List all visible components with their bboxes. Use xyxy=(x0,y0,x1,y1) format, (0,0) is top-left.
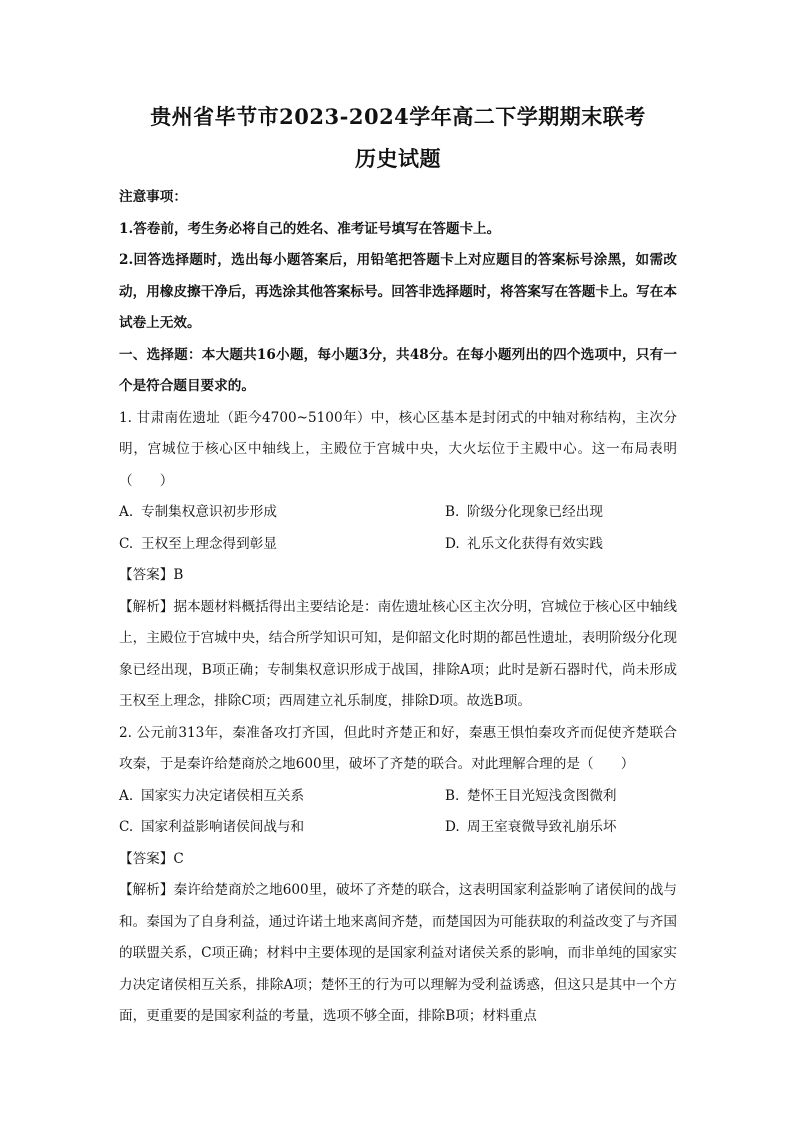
question-stem: 2. 公元前313年，秦准备攻打齐国，但此时齐楚正和好，秦惠王惧怕秦攻齐而促使齐楚联合攻秦，于是秦许给楚商於之地600里，破坏了齐楚的联合。对此理解合理的是（ ） xyxy=(119,724,677,772)
page-content xyxy=(119,100,677,1033)
analysis-text: 秦许给楚商於之地600里，破坏了齐楚的联合，这表明国家利益影响了诸侯间的战与和。秦国为了自身利益，通过许诺土地来离间齐楚，而楚国因为可能获取的利益改变了与齐国的联盟关系，C项正确；材料中主要体现的是国家利益对诸侯关系的影响，而非单纯的国家实力决定诸侯相互关系，排除A项；楚怀王的行为可以理解为受利益诱惑，但这只是其中一个方面，更重要的是国家利益的考量，选项不够全面，排除B项；材料重点 xyxy=(119,882,677,1024)
analysis-label: 【解析】 xyxy=(119,598,174,615)
analysis-label: 【解析】 xyxy=(119,882,174,898)
answer-line: 【答案】C xyxy=(119,850,184,867)
analysis-text: 据本题材料概括得出主要结论是：南佐遗址核心区主次分明，宫城位于核心区中轴线上，主殿位于宫城中央，结合所学知识可知，是仰韶文化时期的都邑性遗址，表明阶级分化现象已经出现，B项正确；专制集权意识形成于战国，排除A项；此时是新石器时代，尚未形成王权至上理念，排除C项；西周建立礼乐制度，排除D项。故选B项。 xyxy=(119,598,678,709)
option-text: 阶级分化现象已经出现 xyxy=(467,504,603,520)
option-c xyxy=(119,812,445,844)
answer-line: 【答案】B xyxy=(119,567,184,583)
question-stem: 1. 甘肃南佐遗址（距今4700~5100年）中，核心区基本是封闭式的中轴对称结构，主次分明，宫城位于核心区中轴线上，主殿位于宫城中央，大火坛位于主殿中心。这一布局表明（ ） xyxy=(119,409,677,489)
option-letter: D. xyxy=(445,819,460,835)
options-row xyxy=(119,781,677,813)
analysis-paragraph xyxy=(119,875,677,1033)
question-1 xyxy=(119,403,677,718)
option-letter: A. xyxy=(119,787,134,804)
option-b xyxy=(445,781,677,813)
option-d xyxy=(445,812,677,844)
option-text: 国家利益影响诸侯间战与和 xyxy=(141,819,305,835)
option-letter: B. xyxy=(445,504,460,520)
notice-item-2: 2.回答选择题时，选出每小题答案后，用铅笔把答题卡上对应题目的答案标号涂黑，如需改动，用橡皮擦干净后，再选涂其他答案标号。回答非选择题时，将答案写在答题卡上。写在本试卷上无效。 xyxy=(119,252,677,331)
option-letter: A. xyxy=(119,504,134,520)
exam-subtitle: 历史试题 xyxy=(355,146,441,171)
option-c xyxy=(119,529,445,561)
option-text: 楚怀王目光短浅贪图微利 xyxy=(467,787,617,804)
option-letter: C. xyxy=(119,535,134,552)
notice-heading: 注意事项： xyxy=(119,189,187,205)
option-b xyxy=(445,497,677,529)
option-letter: C. xyxy=(119,819,134,835)
option-d xyxy=(445,529,677,561)
option-text: 专制集权意识初步形成 xyxy=(141,504,277,520)
notice-item-1: 1.答卷前，考生务必将自己的姓名、准考证号填写在答题卡上。 xyxy=(119,220,501,237)
options-row xyxy=(119,529,677,561)
question-2 xyxy=(119,718,677,1033)
option-text: 礼乐文化获得有效实践 xyxy=(467,535,603,552)
option-a xyxy=(119,497,445,529)
option-text: 周王室衰微导致礼崩乐坏 xyxy=(467,819,617,835)
options-row xyxy=(119,812,677,844)
options-row xyxy=(119,497,677,529)
option-a xyxy=(119,781,445,813)
option-text: 王权至上理念得到彰显 xyxy=(141,535,277,552)
option-letter: D. xyxy=(445,535,460,552)
option-text: 国家实力决定诸侯相互关系 xyxy=(141,787,305,804)
option-letter: B. xyxy=(445,787,460,804)
section-heading: 一、选择题：本大题共16小题，每小题3分，共48分。在每小题列出的四个选项中，只有一个是符合题目要求的。 xyxy=(119,346,677,394)
analysis-paragraph xyxy=(119,592,677,718)
exam-title: 贵州省毕节市2023-2024学年高二下学期期末联考 xyxy=(150,104,646,129)
